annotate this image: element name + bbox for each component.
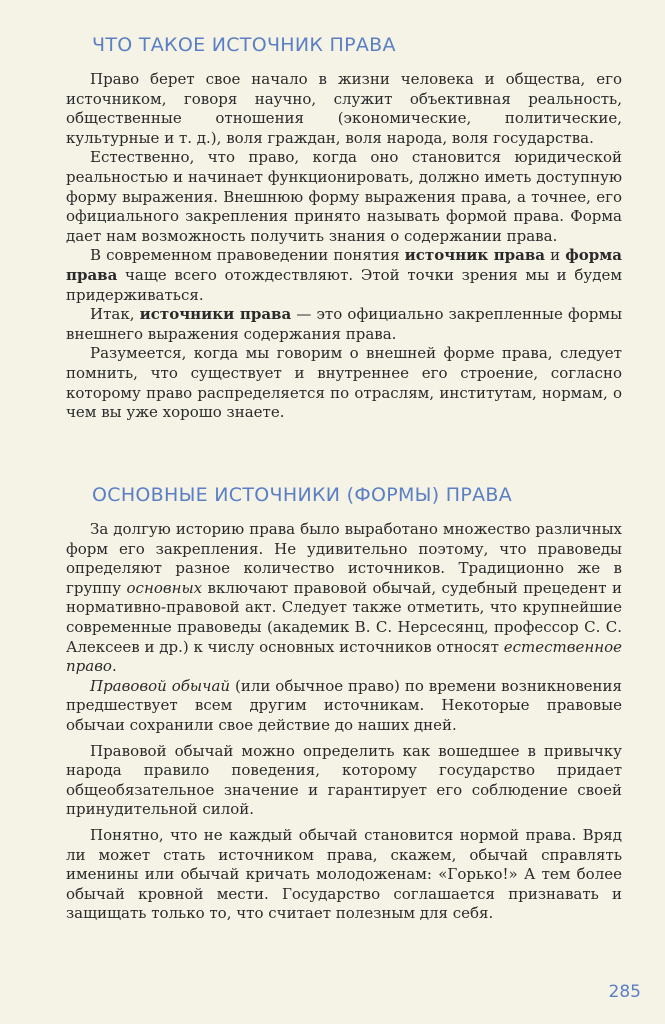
paragraph-3 (66, 246, 622, 305)
term-legal-custom: Правовой обычай (90, 676, 231, 695)
paragraph-3-text-e: чаще всего отождествляют. Этой точки зрения мы и будем придерживаться. (66, 265, 622, 304)
paragraph-4-text-a: Итак, (90, 305, 140, 324)
paragraph-6 (66, 520, 622, 677)
paragraph-1: Право берет свое начало в жизни человека и общества, его источником, говоря научно, служит объективная реальность, общественные отношения (экономические, политические, культурные и т. д.), воля граждан, воля народа, воля государства. (66, 70, 622, 147)
term-form-of-law: форма права (66, 246, 622, 284)
term-source-of-law: источник права (404, 246, 546, 265)
term-main: основных (126, 578, 203, 597)
paragraph-7 (66, 677, 622, 736)
paragraph-4-text-c: — это официально закрепленные формы внешнего выражения содержания права. (66, 305, 623, 343)
page-number: 285 (608, 982, 641, 1002)
term-natural-law: естественное право (66, 637, 622, 676)
term-sources-of-law: источники права (139, 305, 292, 324)
section-heading-2: ОСНОВНЫЕ ИСТОЧНИКИ (ФОРМЫ) ПРАВА (92, 484, 513, 506)
paragraph-7-text-b: (или обычное право) по времени возникновения предшествует всем другим источникам. Некоторые правовые обычаи сохранили свое действие до наших дней. (66, 676, 622, 734)
paragraph-2: Естественно, что право, когда оно становится юридической реальностью и начинает функционировать, должно иметь доступную форму выражения. Внешнюю форму выражения права, а точнее, его официального закрепления принято называть формой права. Форма дает нам возможность получить знания о содержании права. (66, 148, 622, 245)
paragraph-8: Правовой обычай можно определить как вошедшее в привычку народа правило поведения, которому государство придает общеобязательное значение и гарантирует его соблюдение своей принудительной силой. (66, 741, 622, 819)
paragraph-4 (66, 305, 622, 344)
paragraph-6-text-c: включают правовой обычай, судебный прецедент и нормативно-правовой акт. Следует также отметить, что крупнейшие современные правоведы (академик В. С. Нерсесянц, профессор С. С. Алексеев и др.) к числу основных источников относят (66, 578, 622, 656)
section-heading-1: ЧТО ТАКОЕ ИСТОЧНИК ПРАВА (92, 34, 396, 56)
paragraph-3-text-c: и (545, 246, 566, 265)
paragraph-9: Понятно, что не каждый обычай становится нормой права. Вряд ли может стать источником права, скажем, обычай справлять именины или обычай кричать молодоженам: «Горько!» А тем более обычай кровной мести. Государство соглашается признавать и защищать только то, что считает полезным для себя. (66, 825, 622, 923)
paragraph-3-text-a: В современном правоведении понятия (90, 246, 405, 265)
paragraph-5: Разумеется, когда мы говорим о внешней форме права, следует помнить, что существует и внутреннее его строение, согласно которому право распределяется по отраслям, институтам, нормам, о чем вы уже хорошо знаете. (66, 344, 622, 422)
paragraph-6-text-e: . (111, 657, 117, 676)
section-1-body (66, 70, 622, 423)
section-2-body (66, 520, 622, 924)
paragraph-6-text-a: За долгую историю права было выработано множество различных форм его закрепления. Не удивительно поэтому, что правоведы определяют разное количество источников. Традиционно же в группу (66, 520, 622, 597)
